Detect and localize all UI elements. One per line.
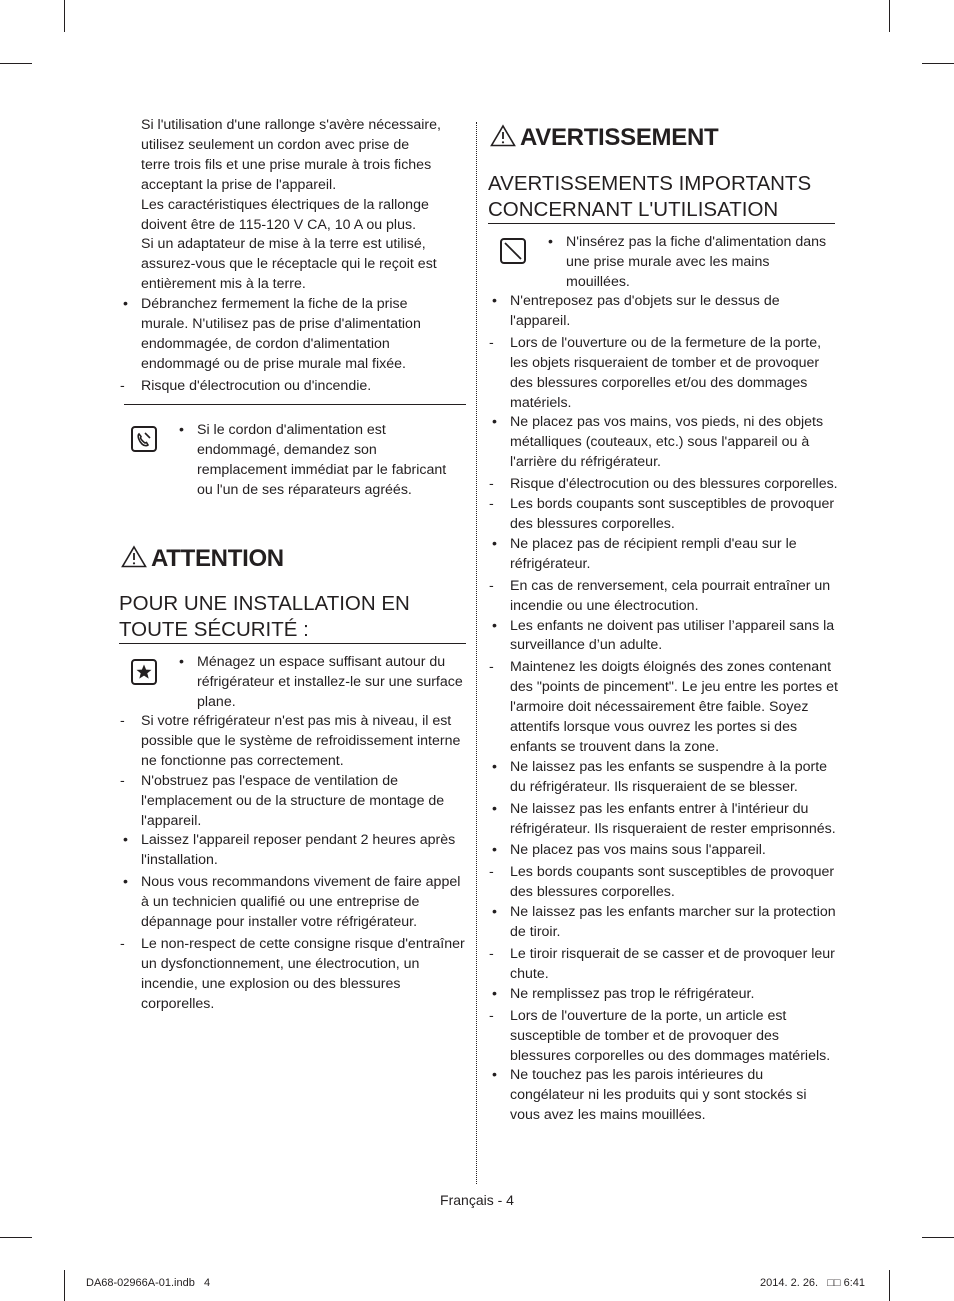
intro-line: entièrement mis à la terre. bbox=[141, 276, 306, 293]
bullet-item: • Si le cordon d'alimentation est endommagé, demandez son remplacement immédiat par le fabricant ou l'un de ses réparateurs agréés. bbox=[175, 421, 465, 501]
intro-line: Si l'utilisation d'une rallonge s'avère nécessaire, bbox=[141, 117, 441, 133]
attention-title: ATTENTION bbox=[151, 545, 284, 572]
dash-item: - Les bords coupants sont susceptibles de provoquer des blessures corporelles. bbox=[488, 863, 838, 903]
dash-item: - N'obstruez pas l'espace de ventilation de l'emplacement ou de la structure de montage de l'appareil. bbox=[119, 772, 466, 832]
install-heading-line: TOUTE SÉCURITÉ : bbox=[119, 618, 309, 641]
file-name: DA68-02966A-01.indb 4 bbox=[86, 1277, 211, 1289]
warning-heading bbox=[490, 124, 718, 152]
bullet-item: • Ne laissez pas les enfants marcher sur la protection de tiroir. bbox=[488, 903, 838, 943]
timestamp: 2014. 2. 26. □□ 6:41 bbox=[760, 1277, 866, 1289]
page-label: Français - 4 bbox=[440, 1192, 514, 1208]
install-list bbox=[119, 712, 466, 1015]
crop-mark bbox=[64, 0, 65, 32]
dash-item: - Le tiroir risquerait de se casser et de provoquer leur chute. bbox=[488, 945, 838, 985]
bullet-item: • Ne touchez pas les parois intérieures du congélateur ni les produits qui y sont stockés si vous avez les mains mouillées. bbox=[488, 1066, 838, 1126]
important-note-icon bbox=[131, 659, 157, 685]
attention-heading bbox=[121, 545, 284, 573]
prohibited-icon bbox=[500, 238, 526, 264]
crop-mark bbox=[0, 1237, 32, 1238]
bullet-item: • Ne placez pas vos mains, vos pieds, ni des objets métalliques (couteaux, etc.) sous l'appareil ou à l'arrière du réfrigérateur. bbox=[488, 413, 838, 473]
bullet-item: • Ne placez pas vos mains sous l'appareil. bbox=[488, 841, 838, 861]
bullet-item: • Ménagez un espace suffisant autour du réfrigérateur et installez-le sur une surface plane. bbox=[175, 653, 470, 713]
contact-service-icon bbox=[131, 426, 157, 452]
bullet-item: • Ne laissez pas les enfants entrer à l'intérieur du réfrigérateur. Ils risqueraient de rester emprisonnés. bbox=[488, 800, 838, 840]
bullet-item: • N'entreposez pas d'objets sur le dessus de l'appareil. bbox=[488, 292, 838, 332]
intro-line: Les caractéristiques électriques de la rallonge bbox=[141, 196, 429, 213]
bullet-item: • N'insérez pas la fiche d'alimentation dans une prise murale avec les mains mouillées. bbox=[544, 233, 834, 293]
crop-mark bbox=[64, 1270, 65, 1301]
dash-item: - Le non-respect de cette consigne risque d'entraîner un dysfonctionnement, une électrocution, un incendie, une explosion ou des blessures corporelles. bbox=[119, 935, 466, 1015]
install-heading bbox=[119, 591, 410, 643]
cord-note bbox=[175, 421, 465, 501]
bullet-item: • Débranchez fermement la fiche de la prise murale. N'utilisez pas de prise d'alimentation endommagée, de cordon d'alimentation endommagé ou de prise murale mal fixée. bbox=[119, 295, 451, 375]
usage-heading bbox=[488, 171, 811, 223]
intro-line: Si un adaptateur de mise à la terre est utilisé, bbox=[141, 236, 426, 253]
dash-item: - Lors de l'ouverture ou de la fermeture de la porte, les objets risqueraient de tomber et de provoquer des blessures corporelles et/ou des dommages matériels. bbox=[488, 334, 838, 414]
warning-triangle-icon bbox=[490, 124, 516, 147]
dash-item: - En cas de renversement, cela pourrait entraîner un incendie ou une électrocution. bbox=[488, 577, 838, 617]
intro-line: terre trois fils et une prise murale à trois fiches bbox=[141, 156, 432, 173]
bullet-item: • Ne remplissez pas trop le réfrigérateur. bbox=[488, 985, 838, 1005]
section-rule bbox=[119, 643, 466, 644]
intro-line: utilisez seulement un cordon avec prise de bbox=[141, 136, 410, 153]
dash-item: - Lors de l'ouverture de la porte, un article est susceptible de tomber et de provoquer des blessures corporelles ou des dommages matériels. bbox=[488, 1007, 838, 1067]
column-divider bbox=[476, 122, 477, 1184]
crop-mark bbox=[922, 63, 954, 64]
dash-item: - Les bords coupants sont susceptibles de provoquer des blessures corporelles. bbox=[488, 495, 838, 535]
usage-heading-line: CONCERNANT L'UTILISATION bbox=[488, 198, 779, 221]
usage-heading-line: AVERTISSEMENTS IMPORTANTS bbox=[488, 172, 812, 195]
crop-mark bbox=[0, 63, 32, 64]
intro-line: doivent être de 115-120 V CA, 10 A ou plus. bbox=[141, 216, 417, 233]
section-rule bbox=[488, 223, 835, 224]
bullet-item: • Nous vous recommandons vivement de faire appel à un technicien qualifié ou une entreprise de dépannage pour installer votre réfrigérateur. bbox=[119, 873, 466, 933]
dash-item: - Risque d'électrocution ou des blessures corporelles. bbox=[488, 475, 838, 495]
bullet-item: • Laissez l'appareil reposer pendant 2 heures après l'installation. bbox=[119, 831, 466, 871]
install-heading-line: POUR UNE INSTALLATION EN bbox=[119, 592, 410, 615]
install-note bbox=[175, 653, 470, 713]
dash-item: - Risque d'électrocution ou d'incendie. bbox=[119, 377, 471, 397]
prohibit-note bbox=[544, 233, 834, 293]
crop-mark bbox=[922, 1237, 954, 1238]
intro-block bbox=[119, 116, 471, 397]
dash-item: - Maintenez les doigts éloignés des zones contenant des "points de pincement". Le jeu entre les portes et l'armoire doit nécessairement être faible. Soyez attentifs lorsque vous ouvrez les portes si des enfants se trouvent dans la zone. bbox=[488, 658, 838, 758]
intro-line: acceptant la prise de l'appareil. bbox=[141, 176, 337, 193]
bullet-item: • Les enfants ne doivent pas utiliser l’appareil sans la surveillance d’un adulte. bbox=[488, 617, 838, 657]
dash-item: - Si votre réfrigérateur n'est pas mis à niveau, il est possible que le système de refroidissement interne ne fonctionne pas correctement. bbox=[119, 712, 466, 772]
usage-list bbox=[488, 292, 838, 1126]
bullet-item: • Ne laissez pas les enfants se suspendre à la porte du réfrigérateur. Ils risqueraient de se blesser. bbox=[488, 758, 838, 798]
crop-mark bbox=[889, 0, 890, 32]
section-rule bbox=[124, 404, 466, 405]
crop-mark bbox=[889, 1270, 890, 1301]
intro-line: assurez-vous que le réceptacle qui le reçoit est bbox=[141, 256, 437, 273]
warning-triangle-icon bbox=[121, 545, 147, 568]
warning-title: AVERTISSEMENT bbox=[520, 124, 719, 151]
bullet-item: • Ne placez pas de récipient rempli d'eau sur le réfrigérateur. bbox=[488, 535, 838, 575]
